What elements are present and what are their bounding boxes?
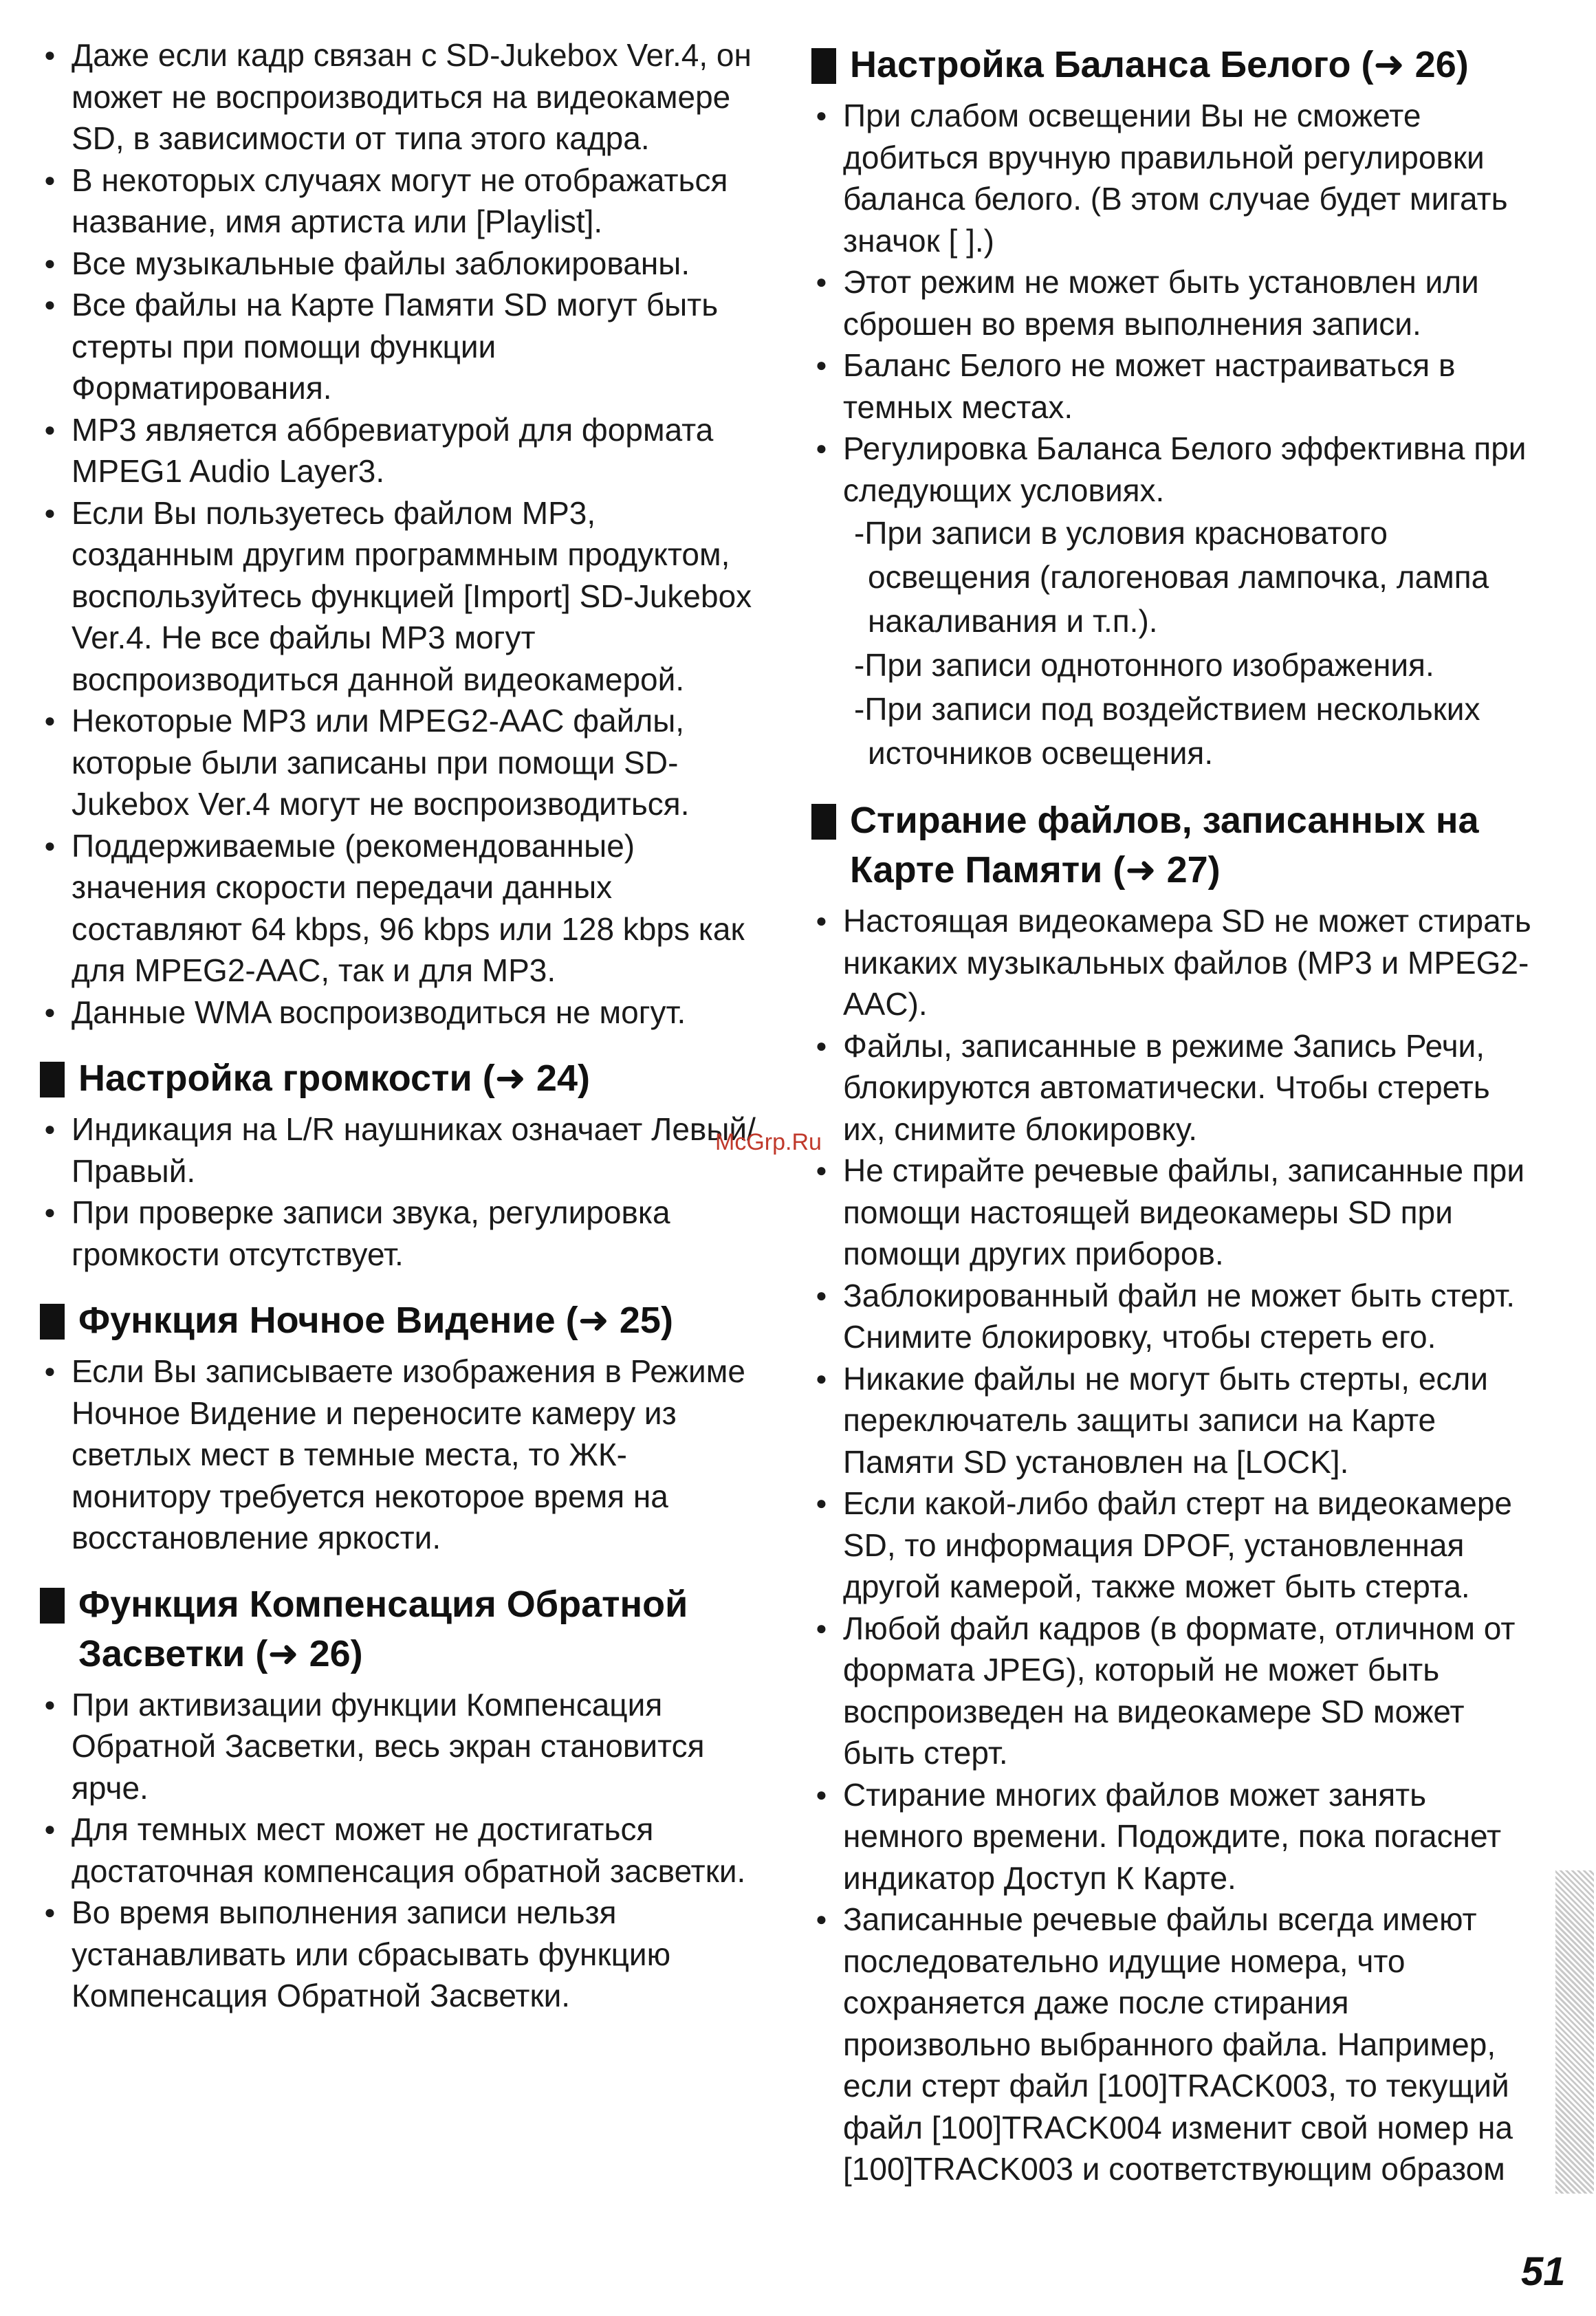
list-item: ● MP3 является аббревиатурой для формата MPEG1 Audio Layer3. xyxy=(40,409,762,492)
section-night-vision xyxy=(40,1296,762,1345)
list-item: ● Регулировка Баланса Белого эффективна при следующих условиях. xyxy=(811,428,1540,511)
list-item: ● При активизации функции Компенсация Обратной Засветки, весь экран становится ярче. xyxy=(40,1684,762,1809)
list-item: ● Записанные речевые файлы всегда имеют последовательно идущие номера, что сохраняется даже после стирания произвольно выбранного файла. Например, если стерт файл [100]TRACK003, то текущий файл [100]TRACK004 изменит свой номер на [100]TRACK003 и соответствующим образом xyxy=(811,1899,1540,2190)
list-item: ● Стирание многих файлов может занять немного времени. Подождите, пока погаснет индикатор Доступ К Карте. xyxy=(811,1774,1540,1899)
list-item: ● Для темных мест может не достигаться достаточная компенсация обратной засветки. xyxy=(40,1809,762,1892)
section-title: Функция Компенсация Обратной Засветки (➜ 26) xyxy=(78,1583,688,1674)
erase-list xyxy=(811,900,1540,2190)
backlight-list xyxy=(40,1684,762,2017)
list-item: ● Не стирайте речевые файлы, записанные при помощи настоящей видеокамеры SD при помощи других приборов. xyxy=(811,1150,1540,1275)
list-item: -При записи под воздействием нескольких источников освещения. xyxy=(854,691,1480,771)
list-item: ● Заблокированный файл не может быть стерт. Снимите блокировку, чтобы стереть его. xyxy=(811,1275,1540,1358)
list-item: ● Поддерживаемые (рекомендованные) значения скорости передачи данных составляют 64 kbps, 96 kbps или 128 kbps как для MPEG2-AAC, так и для MP3. xyxy=(40,825,762,992)
night-vision-list xyxy=(40,1351,762,1559)
list-item: ● Если Вы записываете изображения в Режиме Ночное Видение и переносите камеру из светлых мест в темные места, то ЖК-монитору требуется некоторое время на восстановление яркости. xyxy=(40,1351,762,1559)
edge-index-tab xyxy=(1555,1870,1594,2194)
list-item: ● При слабом освещении Вы не сможете добиться вручную правильной регулировки баланса белого. (В этом случае будет мигать значок [ ].) xyxy=(811,95,1540,261)
list-item: ● Все файлы на Карте Памяти SD могут быть стерты при помощи функции Форматирования. xyxy=(40,284,762,409)
list-item: ● Этот режим не может быть установлен или сброшен во время выполнения записи. xyxy=(811,261,1540,345)
list-item: -При записи однотонного изображения. xyxy=(854,647,1434,683)
right-column xyxy=(811,34,1540,2190)
watermark: McGrp.Ru xyxy=(715,1129,822,1155)
conditions-list xyxy=(811,511,1540,775)
list-item: ● Никакие файлы не могут быть стерты, если переключатель защиты записи на Карте Памяти SD установлен на [LOCK]. xyxy=(811,1358,1540,1483)
section-marker-icon xyxy=(811,48,836,84)
left-column xyxy=(40,34,762,2017)
section-marker-icon xyxy=(40,1588,65,1624)
white-balance-list xyxy=(811,95,1540,511)
list-item: ● Даже если кадр связан с SD-Jukebox Ver.4, он может не воспроизводиться на видеокамере SD, в зависимости от типа этого кадра. xyxy=(40,34,762,160)
intro-list xyxy=(40,34,762,1033)
section-volume xyxy=(40,1053,762,1103)
list-item: ● Некоторые MP3 или MPEG2-AAC файлы, которые были записаны при помощи SD-Jukebox Ver.4 могут не воспроизводиться. xyxy=(40,700,762,825)
page-number: 51 xyxy=(1521,2249,1566,2294)
list-item: ● Данные WMA воспроизводиться не могут. xyxy=(40,992,762,1034)
list-item: ● Файлы, записанные в режиме Запись Речи, блокируются автоматически. Чтобы стереть их, снимите блокировку. xyxy=(811,1025,1540,1150)
section-title: Настройка громкости (➜ 24) xyxy=(78,1058,590,1099)
list-item: ● Если какой-либо файл стерт на видеокамере SD, то информация DPOF, установленная другой камерой, также может быть стерта. xyxy=(811,1483,1540,1608)
list-item: ● Баланс Белого не может настраиваться в темных местах. xyxy=(811,345,1540,428)
section-title: Стирание файлов, записанных на Карте Памяти (➜ 27) xyxy=(850,800,1479,891)
list-item: ● Индикация на L/R наушниках означает Левый/Правый. xyxy=(40,1108,762,1192)
list-item: ● Настоящая видеокамера SD не может стирать никаких музыкальных файлов (MP3 и MPEG2-AAC). xyxy=(811,900,1540,1025)
section-erase-files xyxy=(811,796,1540,895)
section-marker-icon xyxy=(40,1062,65,1097)
section-backlight xyxy=(40,1580,762,1679)
section-title: Функция Ночное Видение (➜ 25) xyxy=(78,1300,673,1341)
section-marker-icon xyxy=(40,1304,65,1340)
list-item: ● Все музыкальные файлы заблокированы. xyxy=(40,243,762,285)
list-item: ● Во время выполнения записи нельзя устанавливать или сбрасывать функцию Компенсация Обратной Засветки. xyxy=(40,1892,762,2017)
section-title: Настройка Баланса Белого (➜ 26) xyxy=(850,44,1469,85)
section-marker-icon xyxy=(811,804,836,840)
list-item: -При записи в условия красноватого освещения (галогеновая лампочка, лампа накаливания и т.п.). xyxy=(854,515,1489,639)
list-item: ● Если Вы пользуетесь файлом MP3, созданным другим программным продуктом, воспользуйтесь функцией [Import] SD-Jukebox Ver.4. Не все файлы MP3 могут воспроизводиться данной видеокамерой. xyxy=(40,492,762,701)
list-item: ● При проверке записи звука, регулировка громкости отсутствует. xyxy=(40,1192,762,1275)
list-item: ● В некоторых случаях могут не отображаться название, имя артиста или [Playlist]. xyxy=(40,160,762,243)
list-item: ● Любой файл кадров (в формате, отличном от формата JPEG), который не может быть воспроизведен на видеокамере SD может быть стерт. xyxy=(811,1608,1540,1774)
volume-list xyxy=(40,1108,762,1275)
section-white-balance xyxy=(811,40,1540,89)
